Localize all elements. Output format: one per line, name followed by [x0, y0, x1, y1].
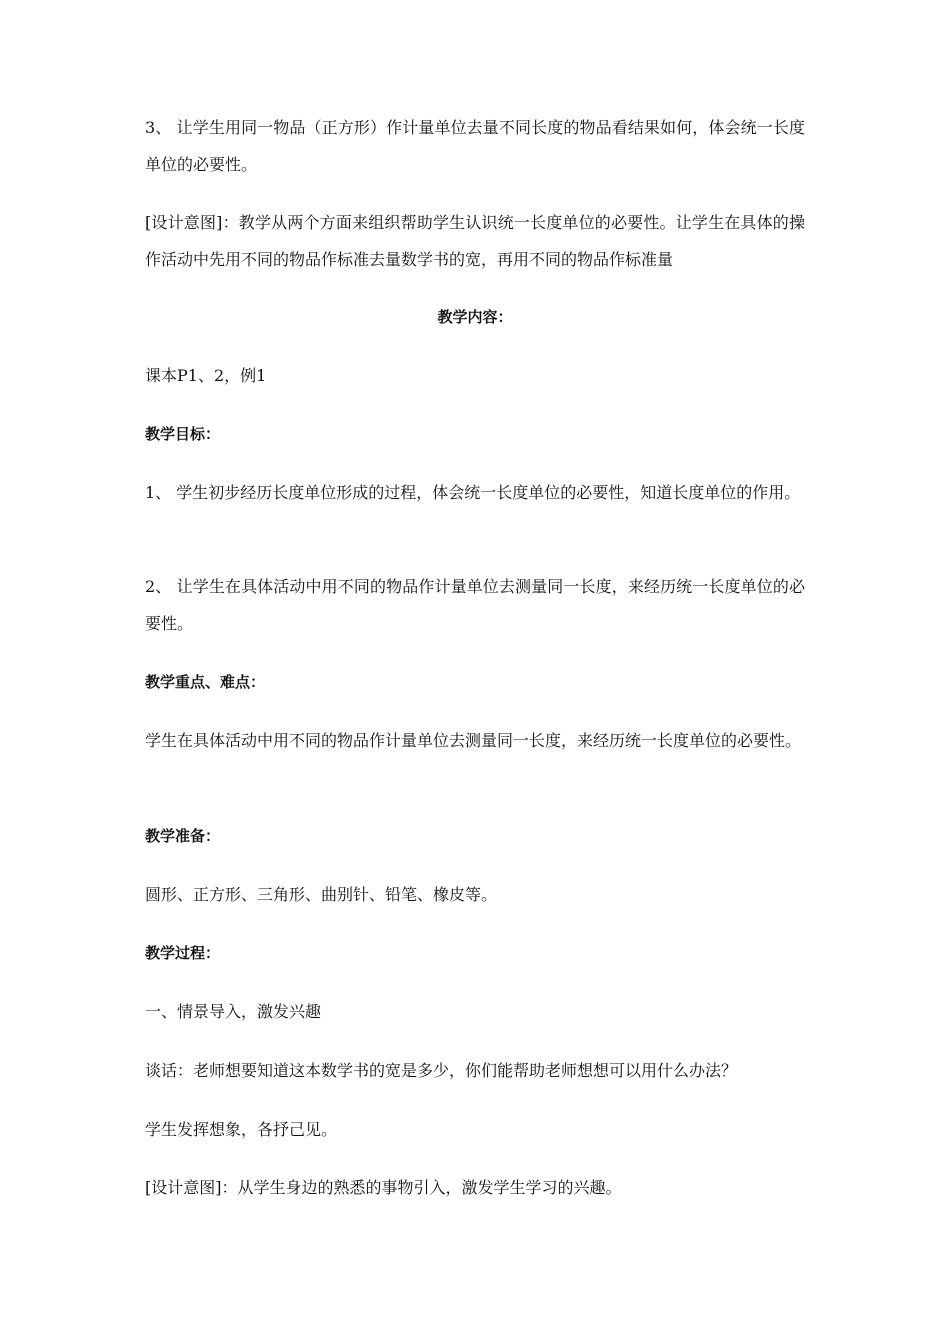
paragraph-design-intent-2: [设计意图]：从学生身边的熟悉的事物引入，激发学生学习的兴趣。	[145, 1178, 622, 1197]
paragraph-goal-1: 1、 学生初步经历长度单位形成的过程，体会统一长度单位的必要性，知道长度单位的作用。	[145, 483, 801, 502]
heading-teaching-prep: 教学准备：	[145, 827, 221, 845]
paragraph-teaching-prep: 圆形、正方形、三角形、曲别针、铅笔、橡皮等。	[145, 885, 498, 904]
paragraph-talk: 谈话：老师想要知道这本数学书的宽是多少，你们能帮助老师想想可以用什么办法？	[145, 1061, 738, 1080]
heading-key-difficulties: 教学重点、难点：	[145, 673, 266, 691]
heading-teaching-content: 教学内容：	[437, 308, 513, 326]
paragraph-step-one: 一、情景导入，激发兴趣	[145, 1002, 322, 1021]
heading-teaching-process: 教学过程：	[145, 944, 221, 962]
paragraph-design-intent-1: [设计意图]：教学从两个方面来组织帮助学生认识统一长度单位的必要性。让学生在具体的操作活动中先用不同的物品作标准去量数学书的宽，再用不同的物品作标准量	[145, 213, 805, 269]
heading-teaching-goals: 教学目标：	[145, 425, 221, 443]
paragraph-students: 学生发挥想象，各抒己见。	[145, 1120, 338, 1139]
paragraph-key-difficulties: 学生在具体活动中用不同的物品作计量单位去测量同一长度，来经历统一长度单位的必要性。	[145, 731, 802, 750]
paragraph-step-3: 3、 让学生用同一物品（正方形）作计量单位去量不同长度的物品看结果如何，体会统一长度单位的必要性。	[145, 118, 805, 174]
paragraph-goal-2: 2、 让学生在具体活动中用不同的物品作计量单位去测量同一长度，来经历统一长度单位的必要性。	[145, 577, 805, 633]
paragraph-teaching-content: 课本P1、2，例1	[145, 366, 267, 385]
